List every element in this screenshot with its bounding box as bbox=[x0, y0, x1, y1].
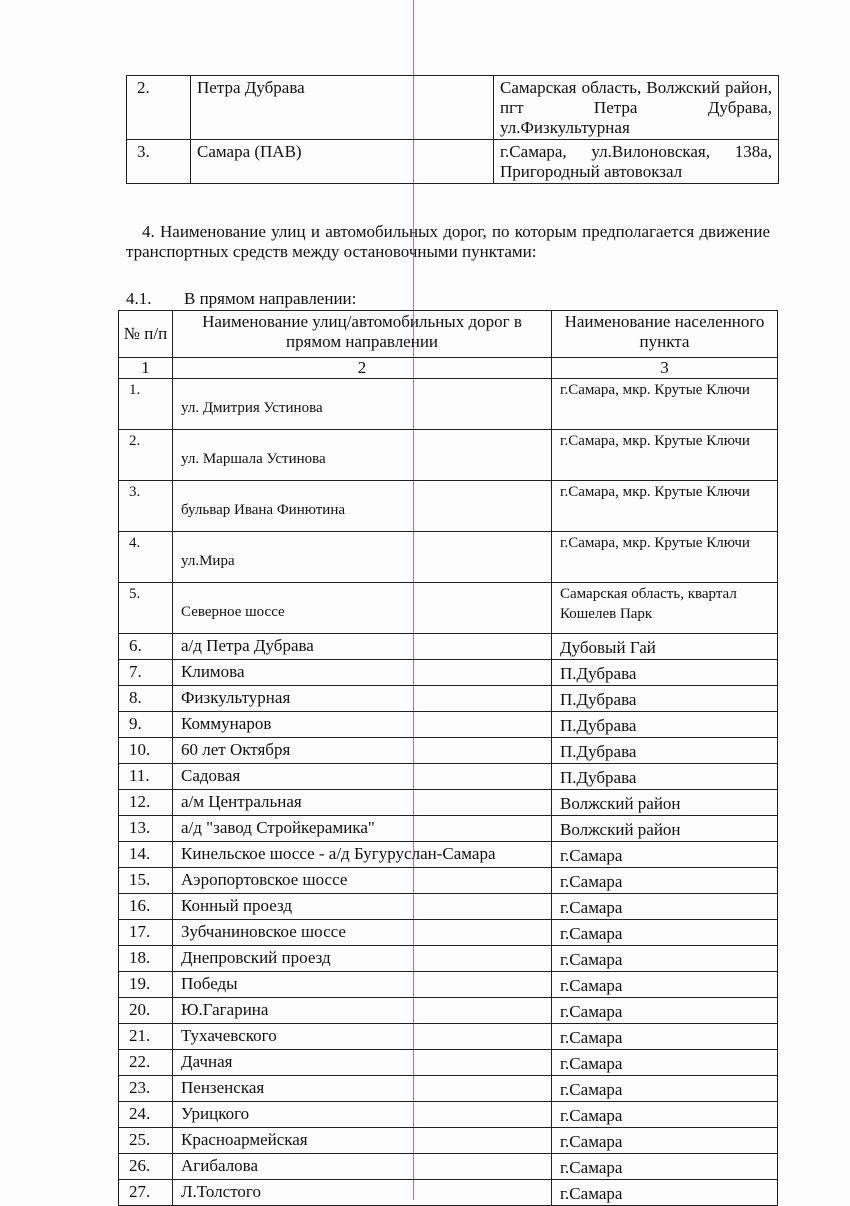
table-row bbox=[119, 764, 778, 790]
row-number: 21. bbox=[119, 1024, 173, 1050]
row-place: г.Самара bbox=[552, 1128, 778, 1154]
row-place: Волжский район bbox=[552, 790, 778, 816]
stop-number: 3. bbox=[127, 140, 191, 184]
table-row bbox=[119, 894, 778, 920]
table-row bbox=[119, 998, 778, 1024]
row-street: Коммунаров bbox=[173, 712, 552, 738]
table-row bbox=[119, 583, 778, 634]
row-street: Агибалова bbox=[173, 1154, 552, 1180]
row-place: г.Самара bbox=[552, 1050, 778, 1076]
row-number: 20. bbox=[119, 998, 173, 1024]
row-number: 15. bbox=[119, 868, 173, 894]
row-street: 60 лет Октября bbox=[173, 738, 552, 764]
row-place: П.Дубрава bbox=[552, 738, 778, 764]
row-number: 12. bbox=[119, 790, 173, 816]
table-row bbox=[119, 1128, 778, 1154]
row-street: Тухачевского bbox=[173, 1024, 552, 1050]
table-row bbox=[119, 1024, 778, 1050]
row-street: ул. Дмитрия Устинова bbox=[173, 379, 552, 430]
table-row bbox=[127, 140, 779, 184]
row-number: 18. bbox=[119, 946, 173, 972]
table-row bbox=[119, 868, 778, 894]
table-row bbox=[119, 790, 778, 816]
row-place: П.Дубрава bbox=[552, 660, 778, 686]
header-number: № п/п bbox=[119, 311, 173, 358]
row-place: г.Самара bbox=[552, 1180, 778, 1206]
row-number: 24. bbox=[119, 1102, 173, 1128]
row-street: Северное шоссе bbox=[173, 583, 552, 634]
row-place: г.Самара bbox=[552, 998, 778, 1024]
table-row bbox=[119, 842, 778, 868]
row-number: 9. bbox=[119, 712, 173, 738]
routes-table-body bbox=[119, 379, 778, 1206]
row-street: ул. Маршала Устинова bbox=[173, 430, 552, 481]
column-number: 2 bbox=[173, 358, 552, 379]
section-4-1-title: В прямом направлении: bbox=[184, 289, 357, 308]
row-number: 17. bbox=[119, 920, 173, 946]
row-number: 16. bbox=[119, 894, 173, 920]
table-row bbox=[119, 1050, 778, 1076]
column-number-row bbox=[119, 358, 778, 379]
row-street: Урицкого bbox=[173, 1102, 552, 1128]
column-number: 3 bbox=[552, 358, 778, 379]
row-number: 19. bbox=[119, 972, 173, 998]
stop-address: г.Самара, ул.Вилоновская, 138а, Пригородный автовокзал bbox=[494, 140, 779, 184]
stops-table bbox=[126, 75, 779, 184]
row-number: 10. bbox=[119, 738, 173, 764]
row-place: Самарская область, квартал Кошелев Парк bbox=[552, 583, 778, 634]
row-street: Дачная bbox=[173, 1050, 552, 1076]
row-number: 13. bbox=[119, 816, 173, 842]
row-number: 2. bbox=[119, 430, 173, 481]
table-row bbox=[119, 1102, 778, 1128]
row-street: Климова bbox=[173, 660, 552, 686]
table-row bbox=[119, 1154, 778, 1180]
stop-name: Петра Дубрава bbox=[191, 76, 494, 140]
row-place: г.Самара bbox=[552, 946, 778, 972]
routes-table bbox=[118, 310, 778, 1206]
row-place: П.Дубрава bbox=[552, 764, 778, 790]
row-street: бульвар Ивана Финютина bbox=[173, 481, 552, 532]
row-place: г.Самара, мкр. Крутые Ключи bbox=[552, 481, 778, 532]
row-number: 4. bbox=[119, 532, 173, 583]
table-row bbox=[119, 920, 778, 946]
row-number: 22. bbox=[119, 1050, 173, 1076]
row-street: Победы bbox=[173, 972, 552, 998]
section-4-1-heading bbox=[126, 289, 356, 309]
row-street: а/д "завод Стройкерамика" bbox=[173, 816, 552, 842]
table-row bbox=[119, 481, 778, 532]
row-street: Красноармейская bbox=[173, 1128, 552, 1154]
row-place: г.Самара bbox=[552, 1154, 778, 1180]
table-row bbox=[119, 712, 778, 738]
row-number: 1. bbox=[119, 379, 173, 430]
row-place: г.Самара bbox=[552, 920, 778, 946]
section-4-text: 4. Наименование улиц и автомобильных дорог, по которым предполагается движение транспортных средств между остановочными пунктами: bbox=[126, 222, 770, 261]
row-street: Пензенская bbox=[173, 1076, 552, 1102]
row-place: г.Самара bbox=[552, 868, 778, 894]
row-number: 5. bbox=[119, 583, 173, 634]
table-row bbox=[119, 738, 778, 764]
table-row bbox=[119, 634, 778, 660]
row-street: а/м Центральная bbox=[173, 790, 552, 816]
row-number: 25. bbox=[119, 1128, 173, 1154]
table-row bbox=[119, 686, 778, 712]
row-street: Днепровский проезд bbox=[173, 946, 552, 972]
table-row bbox=[119, 660, 778, 686]
row-number: 11. bbox=[119, 764, 173, 790]
section-4-1-number: 4.1. bbox=[126, 289, 152, 308]
table-row bbox=[119, 816, 778, 842]
row-place: г.Самара bbox=[552, 1102, 778, 1128]
row-street: ул.Мира bbox=[173, 532, 552, 583]
column-number: 1 bbox=[119, 358, 173, 379]
row-place: г.Самара, мкр. Крутые Ключи bbox=[552, 430, 778, 481]
table-row bbox=[119, 532, 778, 583]
table-row bbox=[127, 76, 779, 140]
row-place: П.Дубрава bbox=[552, 712, 778, 738]
row-number: 7. bbox=[119, 660, 173, 686]
row-street: Ю.Гагарина bbox=[173, 998, 552, 1024]
row-place: г.Самара bbox=[552, 842, 778, 868]
row-place: г.Самара, мкр. Крутые Ключи bbox=[552, 532, 778, 583]
stop-number: 2. bbox=[127, 76, 191, 140]
row-number: 3. bbox=[119, 481, 173, 532]
row-place: П.Дубрава bbox=[552, 686, 778, 712]
stop-name: Самара (ПАВ) bbox=[191, 140, 494, 184]
row-street: Кинельское шоссе - а/д Бугуруслан-Самара bbox=[173, 842, 552, 868]
row-street: Конный проезд bbox=[173, 894, 552, 920]
row-number: 27. bbox=[119, 1180, 173, 1206]
table-row bbox=[119, 946, 778, 972]
row-place: г.Самара bbox=[552, 972, 778, 998]
row-place: г.Самара bbox=[552, 1024, 778, 1050]
row-street: а/д Петра Дубрава bbox=[173, 634, 552, 660]
table-row bbox=[119, 1180, 778, 1206]
header-place: Наименование населенного пункта bbox=[552, 311, 778, 358]
row-number: 8. bbox=[119, 686, 173, 712]
header-street: Наименование улиц/автомобильных дорог в прямом направлении bbox=[173, 311, 552, 358]
table-row bbox=[119, 1076, 778, 1102]
stop-address: Самарская область, Волжский район, пгт Петра Дубрава, ул.Физкультурная bbox=[494, 76, 779, 140]
row-street: Физкультурная bbox=[173, 686, 552, 712]
row-place: г.Самара bbox=[552, 1076, 778, 1102]
row-place: г.Самара, мкр. Крутые Ключи bbox=[552, 379, 778, 430]
row-street: Зубчаниновское шоссе bbox=[173, 920, 552, 946]
row-number: 26. bbox=[119, 1154, 173, 1180]
row-number: 14. bbox=[119, 842, 173, 868]
row-place: Дубовый Гай bbox=[552, 634, 778, 660]
row-place: г.Самара bbox=[552, 894, 778, 920]
table-header-row bbox=[119, 311, 778, 358]
row-street: Аэропортовское шоссе bbox=[173, 868, 552, 894]
table-row bbox=[119, 430, 778, 481]
row-street: Л.Толстого bbox=[173, 1180, 552, 1206]
table-row bbox=[119, 972, 778, 998]
row-number: 6. bbox=[119, 634, 173, 660]
section-4-paragraph bbox=[126, 222, 770, 262]
table-row bbox=[119, 379, 778, 430]
row-number: 23. bbox=[119, 1076, 173, 1102]
row-place: Волжский район bbox=[552, 816, 778, 842]
row-street: Садовая bbox=[173, 764, 552, 790]
